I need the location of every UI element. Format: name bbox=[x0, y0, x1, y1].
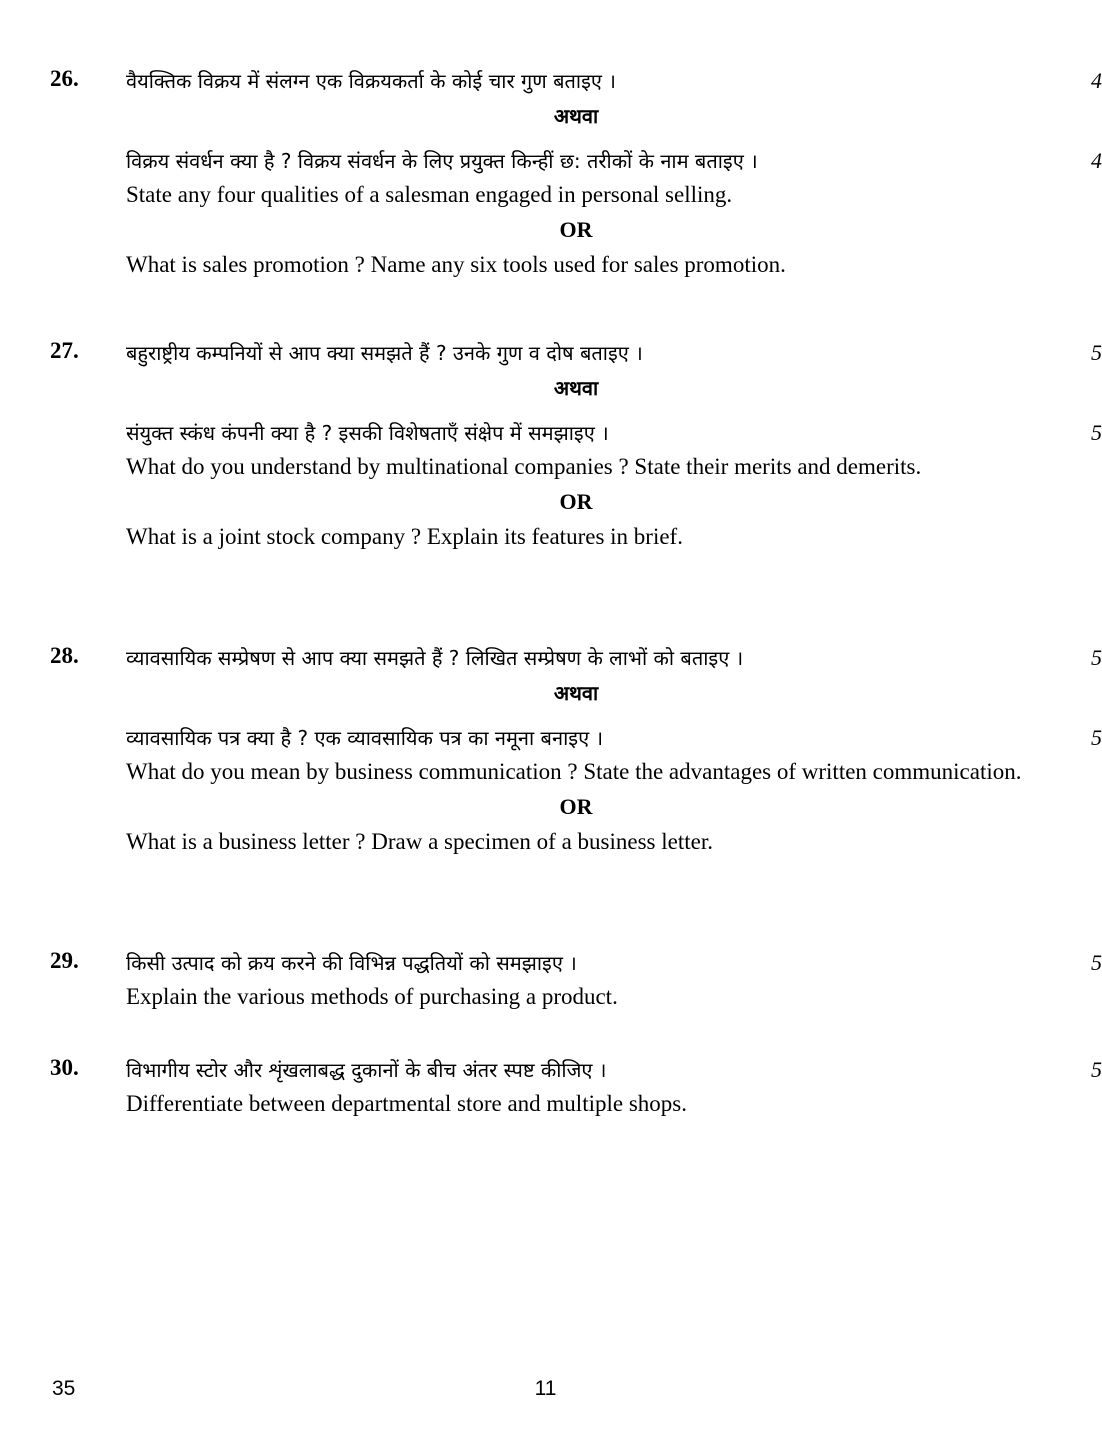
question-number: 27. bbox=[50, 338, 79, 363]
paper-code: 35 bbox=[52, 1377, 76, 1400]
question-number: 30. bbox=[50, 1055, 79, 1080]
or-english: OR bbox=[559, 489, 593, 514]
question-28 bbox=[50, 641, 1102, 859]
question-29 bbox=[50, 946, 1102, 1014]
alternative-question-english: What is sales promotion ? Name any six tools used for sales promotion. bbox=[126, 252, 786, 277]
alternative-question-hindi: व्यावसायिक पत्र क्या है ? एक व्यावसायिक पत्र का नमूना बनाइए । 5 bbox=[126, 721, 1026, 755]
question-26 bbox=[50, 64, 1102, 282]
marks: 4 bbox=[1091, 68, 1102, 93]
question-hindi: बहुराष्ट्रीय कम्पनियों से आप क्या समझते हैं ? उनके गुण व दोष बताइए । 5 bbox=[126, 336, 1026, 370]
alternative-question-hindi: संयुक्त स्कंध कंपनी क्या है ? इसकी विशेषताएँ संक्षेप में समझाइए । 5 bbox=[126, 416, 1026, 450]
marks: 5 bbox=[1091, 645, 1102, 670]
question-hindi: व्यावसायिक सम्प्रेषण से आप क्या समझते हैं ? लिखित सम्प्रेषण के लाभों को बताइए । 5 bbox=[126, 641, 1026, 675]
question-hindi: वैयक्तिक विक्रय में संलग्न एक विक्रयकर्ता के कोई चार गुण बताइए । 4 bbox=[126, 64, 1026, 98]
marks: 5 bbox=[1091, 340, 1102, 365]
question-number: 29. bbox=[50, 948, 79, 973]
question-number: 28. bbox=[50, 643, 79, 668]
question-27 bbox=[50, 336, 1102, 554]
marks: 5 bbox=[1091, 950, 1102, 975]
marks: 5 bbox=[1091, 725, 1102, 750]
alternative-question-hindi: विक्रय संवर्धन क्या है ? विक्रय संवर्धन के लिए प्रयुक्त किन्हीं छ: तरीकों के नाम बताइए । 4 bbox=[126, 144, 1026, 178]
question-english: What do you mean by business communication ? State the advantages of written communication. bbox=[126, 759, 1022, 784]
marks: 5 bbox=[1091, 1057, 1102, 1082]
or-hindi: अथवा bbox=[553, 681, 599, 705]
alternative-question-english: What is a business letter ? Draw a specimen of a business letter. bbox=[126, 829, 713, 854]
or-hindi: अथवा bbox=[553, 104, 599, 128]
question-english: State any four qualities of a salesman engaged in personal selling. bbox=[126, 182, 733, 207]
question-30 bbox=[50, 1053, 1102, 1121]
marks: 5 bbox=[1091, 420, 1102, 445]
question-hindi: किसी उत्पाद को क्रय करने की विभिन्न पद्धतियों को समझाइए । 5 bbox=[126, 946, 1026, 980]
question-english: What do you understand by multinational companies ? State their merits and demerits. bbox=[126, 454, 922, 479]
question-english: Differentiate between departmental store and multiple shops. bbox=[126, 1091, 687, 1116]
or-english: OR bbox=[559, 794, 593, 819]
alternative-question-english: What is a joint stock company ? Explain its features in brief. bbox=[126, 524, 683, 549]
page-number: 11 bbox=[534, 1377, 557, 1400]
question-english: Explain the various methods of purchasing a product. bbox=[126, 984, 618, 1009]
question-number: 26. bbox=[50, 66, 79, 91]
or-english: OR bbox=[559, 217, 593, 242]
marks: 4 bbox=[1091, 148, 1102, 173]
question-hindi: विभागीय स्टोर और शृंखलाबद्ध दुकानों के बीच अंतर स्पष्ट कीजिए । 5 bbox=[126, 1053, 1026, 1087]
or-hindi: अथवा bbox=[553, 376, 599, 400]
